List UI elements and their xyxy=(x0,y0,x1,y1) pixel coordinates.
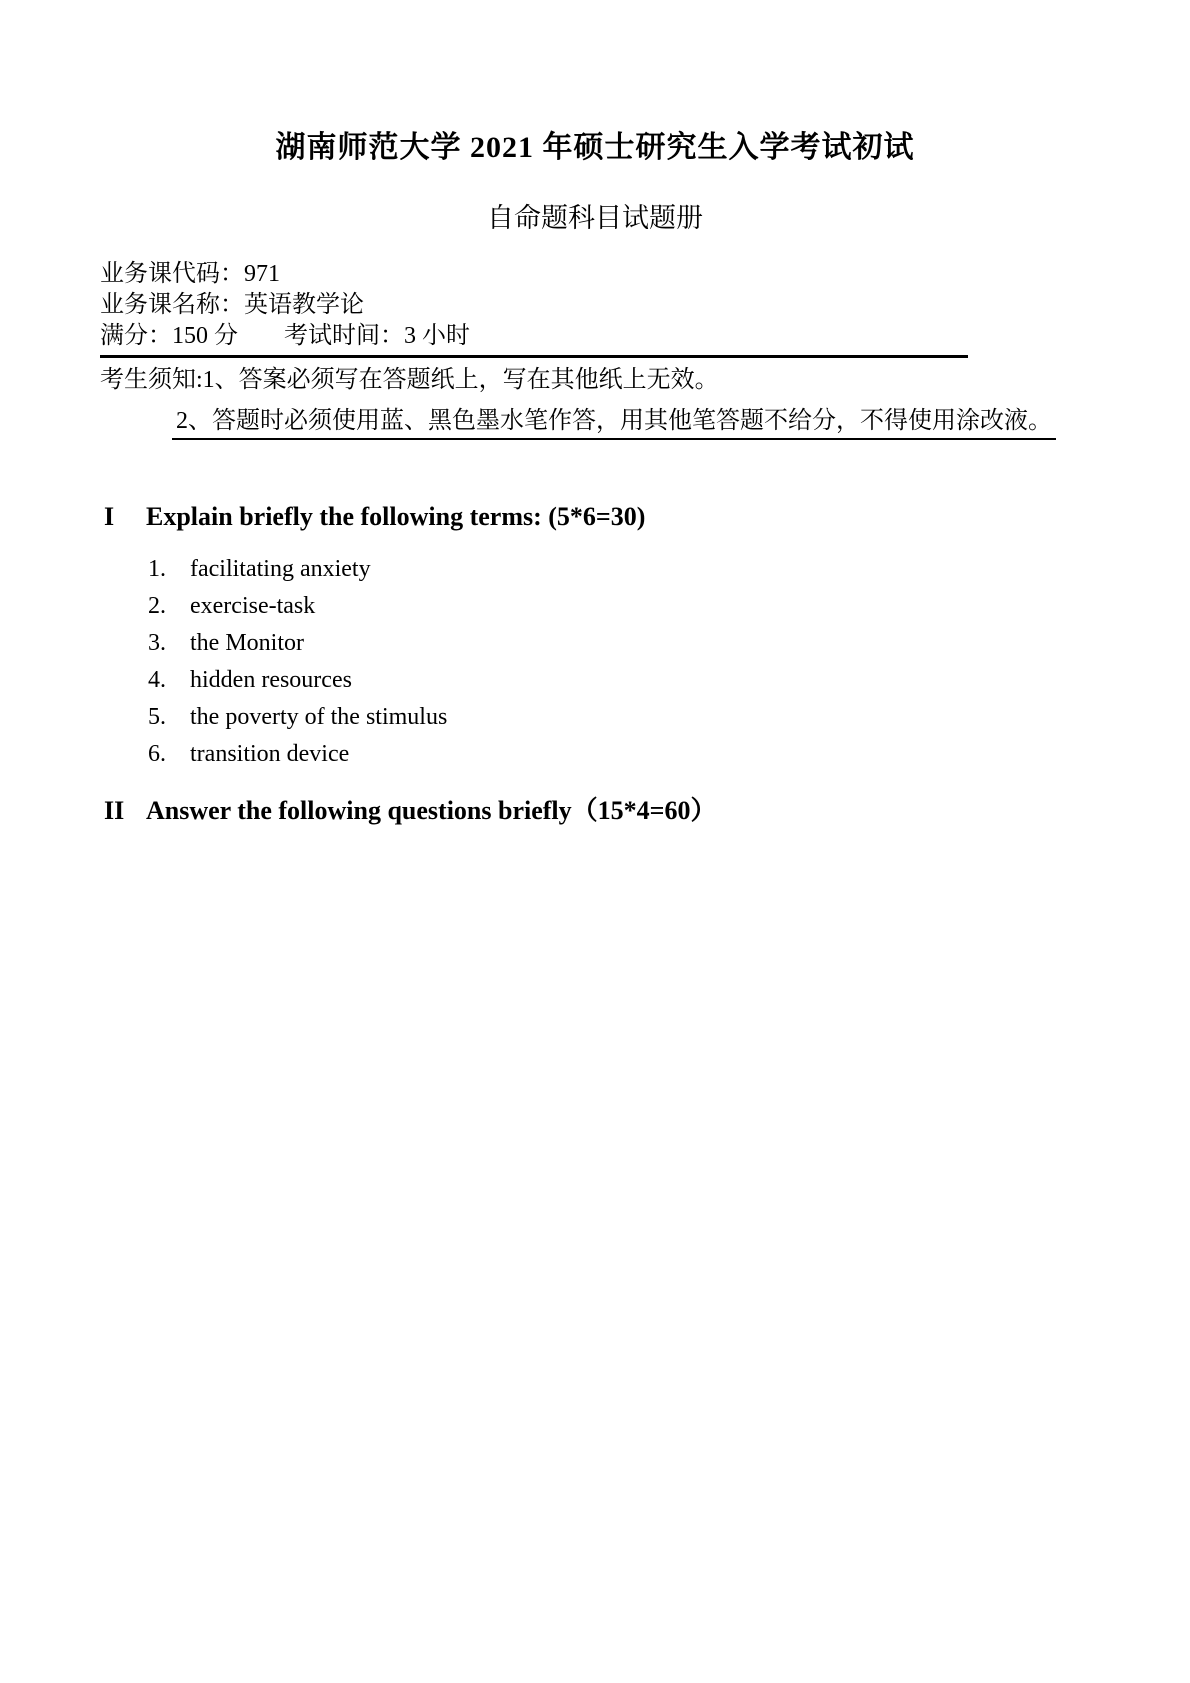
section-2-heading xyxy=(104,790,1190,827)
section-1-numeral: I xyxy=(104,502,115,531)
term-text: facilitating anxiety xyxy=(190,556,371,582)
term-number: 1. xyxy=(148,556,166,582)
list-item xyxy=(148,632,1190,655)
exam-time-label: 考试时间： xyxy=(284,323,404,349)
candidate-note-1 xyxy=(100,364,1190,396)
score-time-line xyxy=(100,321,968,358)
note-1-text: 1、答案必须写在答题纸上，写在其他纸上无效。 xyxy=(202,367,719,393)
section-2-numeral: II xyxy=(104,796,125,825)
exam-time-value: 3 小时 xyxy=(404,323,470,349)
exam-meta-block xyxy=(100,259,1190,358)
course-name-value: 英语教学论 xyxy=(244,292,364,318)
term-text: exercise-task xyxy=(190,593,316,619)
course-code-label: 业务课代码： xyxy=(100,261,244,287)
term-number: 3. xyxy=(148,630,166,656)
full-score-label: 满分： xyxy=(100,323,172,349)
section-1-heading xyxy=(104,502,1190,532)
list-item xyxy=(148,558,1190,581)
list-item xyxy=(148,669,1190,692)
section-1-heading-text: Explain briefly the following terms: (5*6=30) xyxy=(146,502,646,531)
term-text: hidden resources xyxy=(190,667,352,693)
list-item xyxy=(148,743,1190,766)
term-number: 2. xyxy=(148,593,166,619)
list-item xyxy=(148,706,1190,729)
term-text: the poverty of the stimulus xyxy=(190,704,448,730)
list-item xyxy=(148,595,1190,618)
course-name-line xyxy=(100,290,1190,321)
section-1-term-list xyxy=(148,558,1190,766)
term-number: 4. xyxy=(148,667,166,693)
term-number: 6. xyxy=(148,741,166,767)
exam-title: 湖南师范大学 2021 年硕士研究生入学考试初试 xyxy=(275,131,915,164)
candidate-notes-block xyxy=(100,364,1190,440)
course-name-label: 业务课名称： xyxy=(100,292,244,318)
notes-prefix: 考生须知: xyxy=(100,367,203,393)
course-code-line xyxy=(100,259,1190,290)
term-number: 5. xyxy=(148,704,166,730)
term-text: transition device xyxy=(190,741,350,767)
course-code-value: 971 xyxy=(244,261,280,287)
section-2-heading-text: Answer the following questions briefly（15*4=60） xyxy=(146,796,717,825)
exam-subtitle: 自命题科目试题册 xyxy=(487,203,703,233)
term-text: the Monitor xyxy=(190,630,304,656)
full-score-value: 150 分 xyxy=(172,323,238,349)
note-2-text: 2、答题时必须使用蓝、黑色墨水笔作答，用其他笔答题不给分，不得使用涂改液。 xyxy=(172,400,1056,440)
candidate-note-2 xyxy=(172,400,1190,440)
